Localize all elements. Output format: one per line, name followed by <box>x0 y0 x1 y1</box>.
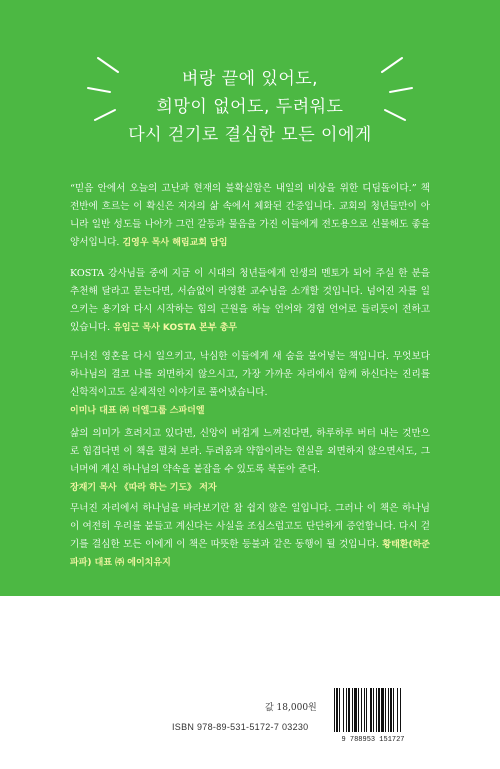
review-credit: 유임근 목사 KOSTA 본부 총무 <box>113 323 238 333</box>
review-text: 무너진 자리에서 하나님을 바라보기란 참 쉽지 않은 일입니다. 그러나 이 책은 하나님이 여전히 우리를 붙들고 계신다는 사실을 조심스럽고도 단단하게 증언합니다. 다시 걷기를 결심한 모든 이에게 이 책은 따뜻한 등불과 같은 동행이 될 것입니다. <box>70 503 430 550</box>
review-3 <box>70 348 430 420</box>
isbn-label: ISBN 978-89-531-5172-7 03230 <box>172 722 309 732</box>
headline-line-2: 희망이 없어도, 두려워도 <box>156 97 344 117</box>
headline-line-1: 벼랑 끝에 있어도, <box>181 69 319 89</box>
review-4 <box>70 425 430 497</box>
review-text: “믿음 안에서 오늘의 고난과 현재의 불확실함은 내일의 비상을 위한 디딤돌이다.” 책 전반에 흐르는 이 확신은 저자의 삶 속에서 체화된 간증입니다. 교회의 청년들만이 아니라 일반 성도들 나아가 그런 갈등과 물음을 가진 이들에게 전도용으로 선물해도 좋을 양서입니다. <box>70 183 430 248</box>
review-text: KOSTA 강사님들 중에 지금 이 시대의 청년들에게 인생의 멘토가 되어 주실 한 분을 추천해 달라고 묻는다면, 서슴없이 라영환 교수님을 소개할 것입니다. 넘어진 자를 일으키는 용기와 다시 시작하는 힘의 근원을 하늘 언어와 경험 언어로 들리듯이 전하고 있습니다. <box>70 268 430 333</box>
review-2 <box>70 265 430 337</box>
barcode-digits: 9 788953 151727 <box>341 736 405 744</box>
review-5 <box>70 500 430 572</box>
review-credit: 장재기 목사 《따라 하는 기도》 저자 <box>70 483 217 493</box>
review-credit: 이미나 대표 ㈜ 더엘그룹 스파더엘 <box>70 406 205 416</box>
headline-line-3: 다시 걷기로 결심한 모든 이에게 <box>128 125 372 145</box>
price-label: 값 18,000원 <box>265 703 317 713</box>
barcode-icon <box>332 688 414 734</box>
review-1 <box>70 180 430 252</box>
review-text: 무너진 영혼을 다시 일으키고, 낙심한 이들에게 새 숨을 불어넣는 책입니다. 무엇보다 하나님의 결코 나를 외면하지 않으시고, 가장 가까운 자리에서 함께 하신다는 진리를 신학적이고도 실제적인 이야기로 풀어냈습니다. <box>70 351 430 398</box>
review-text: 삶의 의미가 흐려지고 있다면, 신앙이 버겁게 느껴진다면, 하루하루 버터 내는 것만으로 힘겹다면 이 책을 펼쳐 보라. 두려움과 약함이라는 현실을 외면하지 않으면서도, 그 너머에 계신 하나님의 약속을 붙잡을 수 있도록 북돋아 준다. <box>70 428 430 475</box>
footer-area <box>0 596 500 769</box>
review-credit: 김영우 목사 해림교회 담임 <box>122 238 228 248</box>
review-credit: 황태환(하준파파) 대표 ㈜ 에이치유지 <box>70 540 430 568</box>
